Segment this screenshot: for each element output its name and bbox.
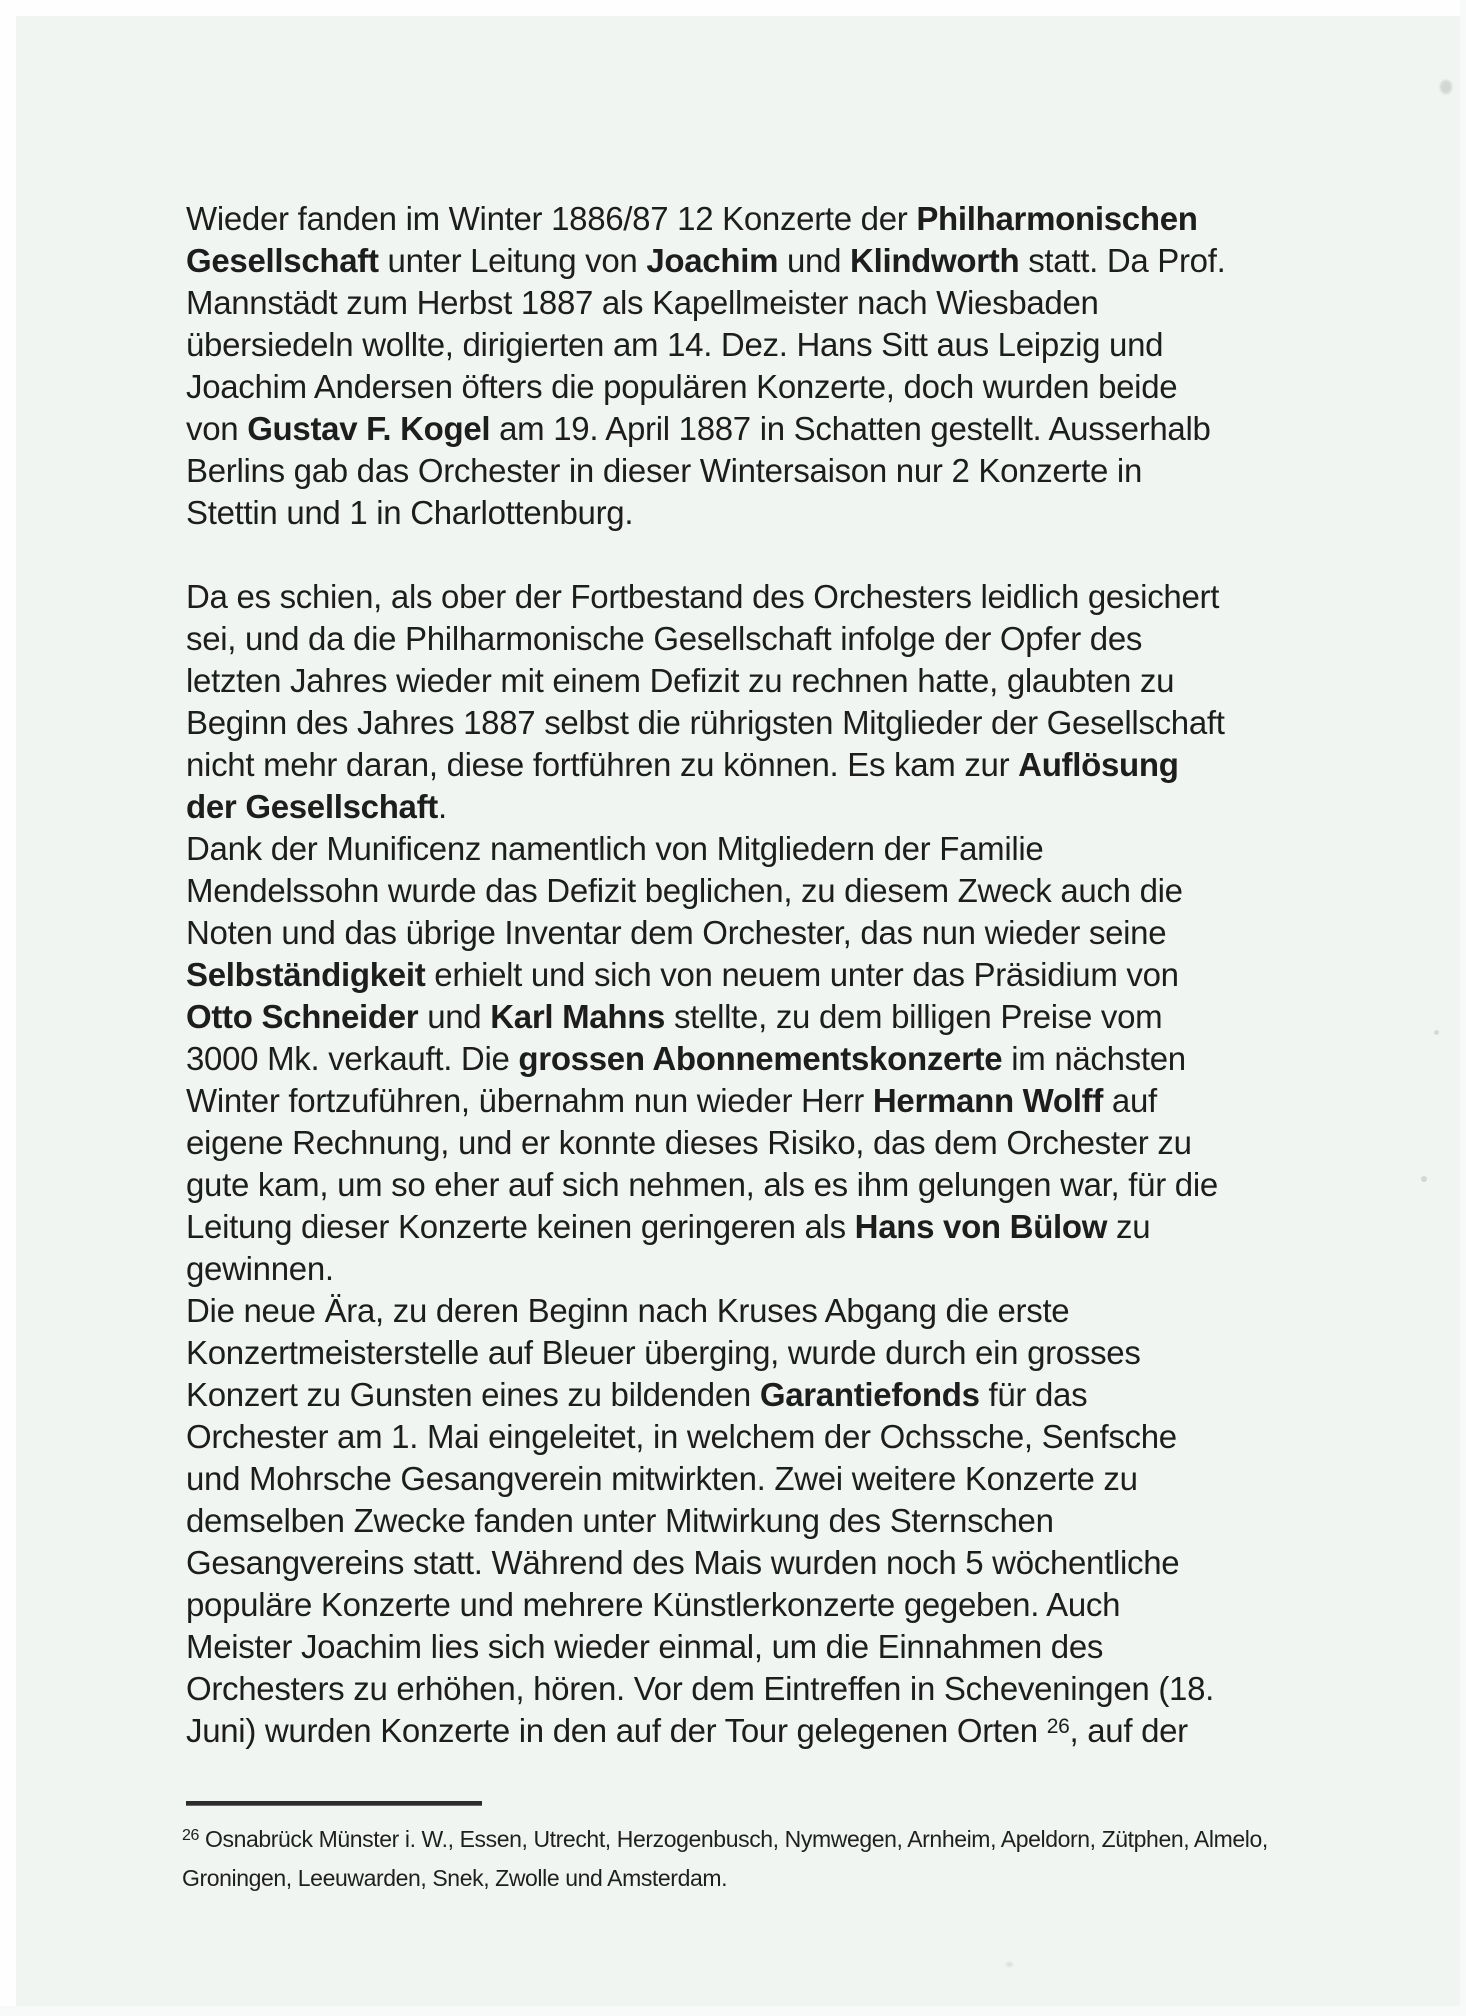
text-line: demselben Zwecke fanden unter Mitwirkung des Sternschen [186,1502,1054,1539]
page-edge-top [0,0,1466,16]
text-line: Mendelssohn wurde das Defizit beglichen, zu diesem Zweck auch die [186,872,1183,909]
text-line: 3000 Mk. verkauft. Die grossen Abonnementskonzerte im nächsten [186,1040,1186,1077]
scan-speck [1421,1176,1427,1182]
page-edge-bottom [0,2006,1466,2016]
text-line: Orchesters zu erhöhen, hören. Vor dem Eintreffen in Scheveningen (18. [186,1670,1214,1707]
text-line: von Gustav F. Kogel am 19. April 1887 in Schatten gestellt. Ausserhalb [186,410,1211,447]
text-line: übersiedeln wollte, dirigierten am 14. Dez. Hans Sitt aus Leipzig und [186,326,1164,363]
text-line: Stettin und 1 in Charlottenburg. [186,494,634,531]
paragraph-4 [186,1290,1326,1752]
text-line: Konzert zu Gunsten eines zu bildenden Garantiefonds für das [186,1376,1088,1413]
text-line: Dank der Munificenz namentlich von Mitgliedern der Familie [186,830,1044,867]
text-line: Wieder fanden im Winter 1886/87 12 Konzerte der Philharmonischen [186,200,1198,237]
text-line: Joachim Andersen öfters die populären Konzerte, doch wurden beide [186,368,1178,405]
text-line: Juni) wurden Konzerte in den auf der Tour gelegenen Orten $^{26}$, auf der [186,1712,1188,1749]
text-line: Mannstädt zum Herbst 1887 als Kapellmeister nach Wiesbaden [186,284,1099,321]
text-line: gute kam, um so eher auf sich nehmen, als es ihm gelungen war, für die [186,1166,1218,1203]
paragraph-1 [186,198,1326,534]
footnote-separator-rule [186,1801,482,1806]
scan-speck [1006,1962,1013,1967]
page-edge-right [1460,0,1466,2016]
text-line: Noten und das übrige Inventar dem Orchester, das nun wieder seine [186,914,1167,951]
text-line: Selbständigkeit erhielt und sich von neuem unter das Präsidium von [186,956,1179,993]
footnote-text [182,1820,1322,1898]
text-line: populäre Konzerte und mehrere Künstlerkonzerte gegeben. Auch [186,1586,1121,1623]
text-line: Beginn des Jahres 1887 selbst die rührigsten Mitglieder der Gesellschaft [186,704,1225,741]
text-line: Orchester am 1. Mai eingeleitet, in welchem der Ochssche, Senfsche [186,1418,1177,1455]
text-line: der Gesellschaft. [186,788,447,825]
text-line: Otto Schneider und Karl Mahns stellte, zu dem billigen Preise vom [186,998,1163,1035]
text-line: letzten Jahres wieder mit einem Defizit zu rechnen hatte, glaubten zu [186,662,1175,699]
text-line: Gesangvereins statt. Während des Mais wurden noch 5 wöchentliche [186,1544,1180,1581]
paragraph-2 [186,576,1326,828]
text-line: Meister Joachim lies sich wieder einmal, um die Einnahmen des [186,1628,1104,1665]
text-line: nicht mehr daran, diese fortführen zu können. Es kam zur Auflösung [186,746,1179,783]
text-line: Konzertmeisterstelle auf Bleuer überging, wurde durch ein grosses [186,1334,1141,1371]
text-line: Berlins gab das Orchester in dieser Wintersaison nur 2 Konzerte in [186,452,1143,489]
page-edge-left [0,0,16,2016]
text-line: Gesellschaft unter Leitung von Joachim und Klindworth statt. Da Prof. [186,242,1226,279]
text-line: Leitung dieser Konzerte keinen geringeren als Hans von Bülow zu [186,1208,1151,1245]
text-line: gewinnen. [186,1250,334,1287]
text-line: $^{26}$ Osnabrück Münster i. W., Essen, Utrecht, Herzogenbusch, Nymwegen, Arnheim, Apeldorn, Zütphen, Almelo, [182,1826,1268,1852]
scan-speck [1434,1030,1439,1035]
text-line: Groningen, Leeuwarden, Snek, Zwolle und Amsterdam. [182,1865,728,1891]
scan-speck [1440,80,1452,94]
document-body [186,198,1326,1752]
paragraph-3 [186,828,1326,1290]
text-line: Da es schien, als ober der Fortbestand des Orchesters leidlich gesichert [186,578,1220,615]
text-line: eigene Rechnung, und er konnte dieses Risiko, das dem Orchester zu [186,1124,1192,1161]
text-line: Winter fortzuführen, übernahm nun wieder Herr Hermann Wolff auf [186,1082,1157,1119]
text-line: und Mohrsche Gesangverein mitwirkten. Zwei weitere Konzerte zu [186,1460,1138,1497]
text-line: sei, und da die Philharmonische Gesellschaft infolge der Opfer des [186,620,1143,657]
text-line: Die neue Ära, zu deren Beginn nach Kruses Abgang die erste [186,1292,1070,1329]
